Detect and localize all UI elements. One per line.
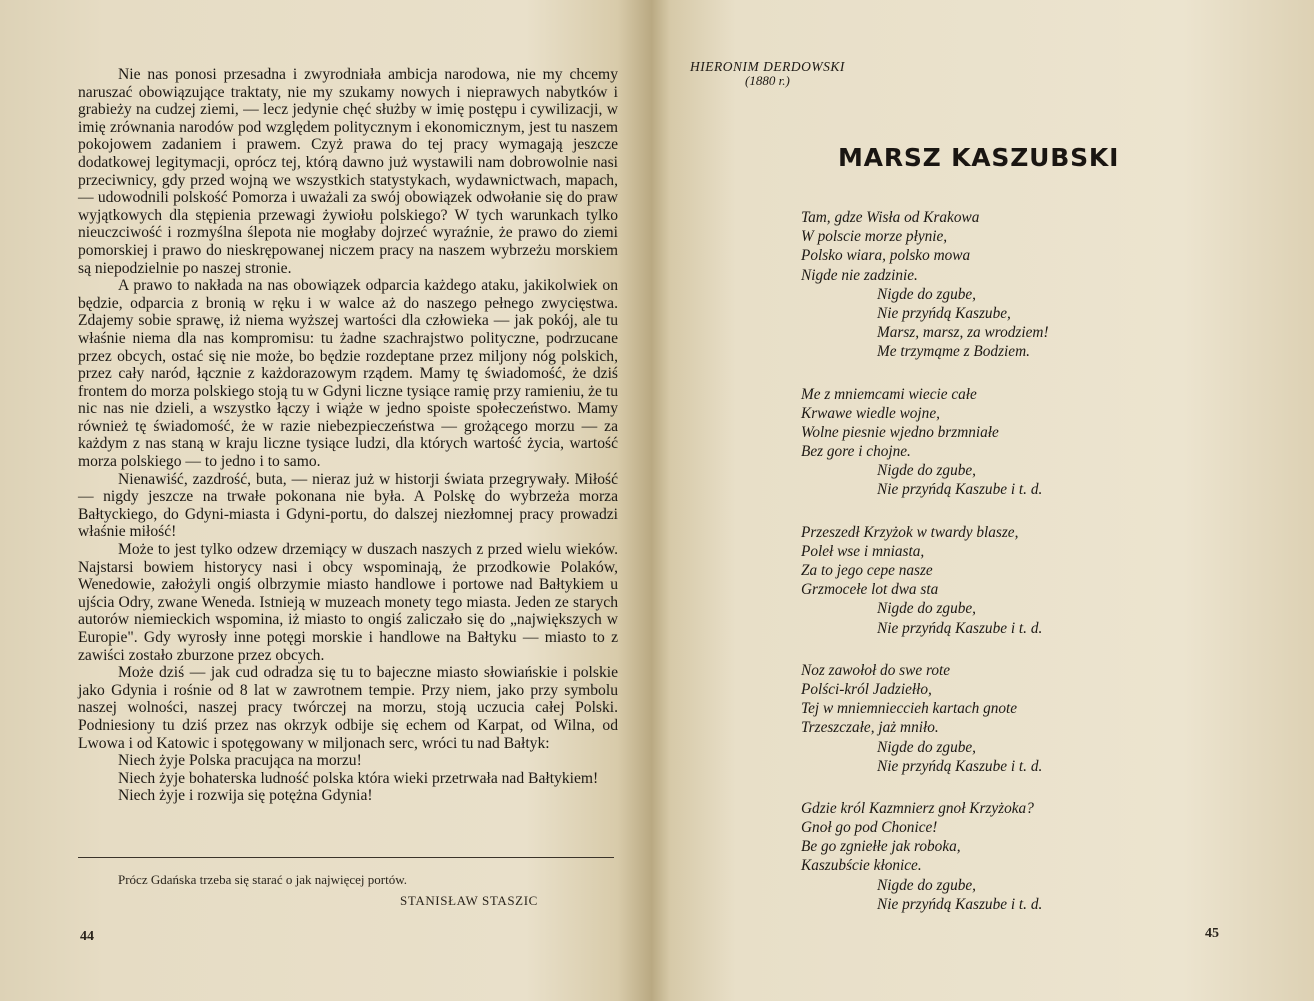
- stanza: [801, 523, 1281, 638]
- left-page: [0, 0, 650, 1001]
- poem-line: Za to jego cepe nasze: [801, 562, 933, 579]
- refrain-line: Nigde do zgube,: [877, 285, 976, 303]
- right-page: [650, 0, 1314, 1001]
- poem-line: W polscie morze płynie,: [801, 228, 948, 246]
- paragraph: Niech żyje i rozwija się potężna Gdynia!: [118, 787, 373, 805]
- poem-line: Grzmocełe lot dwa sta: [801, 581, 939, 599]
- refrain-line: Nie przyńdą Kaszube,: [877, 304, 1011, 322]
- paragraph: A prawo to nakłada na nas obowiązek odparcia każdego ataku, jakikolwiek on będzie, odparcia z bronią w ręku i w walce aż do naszego pełnego zwycięstwa. Zdajemy sobie sprawę, iż niema wyższej wartości dla człowieka — jak pokój, ale tu właśnie niema dla nas kompromisu: tu żadne szachrajstwo polityczne, podrzucane przez obcych, ostać się nie może, bo będzie rozdeptane przez miljony nóg polskich, przez cały naród, łącznie z każdorazowym rządem. Mamy tę świadomość, że dziś frontem do morza polskiego stoją tu w Gdyni liczne tysiące ramię przy ramieniu, że tu nic nas nie dzieli, a wszystko łączy i wiąże w jedno spoiste społeczeństwo. Mamy również tę świadomość, że w razie niebezpieczeństwa — grożącego morzu — za każdym z nas staną w kraju liczne tysiące ludzi, dla których wartość życia, wartość morza polskiego — to jedno i to samo.: [78, 277, 618, 471]
- refrain-line: Nigde do zgube,: [877, 876, 976, 894]
- paragraph: Niech żyje Polska pracująca na morzu!: [118, 752, 362, 770]
- poem-line: Wolne piesnie wjedno brzmniałe: [801, 423, 999, 441]
- refrain-line: Nie przyńdą Kaszube i t. d.: [877, 757, 1043, 775]
- poem-line: Poleł wse i mniasta,: [801, 542, 925, 560]
- poem-year: (1880 r.): [745, 73, 790, 88]
- poem-author: HIERONIM DERDOWSKI: [690, 59, 845, 74]
- paragraph: Nienawiść, zazdrość, buta, — nieraz już w historji świata przegrywały. Miłość — nigdy jeszcze na trwałe pokonana nie była. A Polskę do wybrzeża morza Bałtyckiego, do Gdyni-miasta i Gdyni-portu, do dalszej niezłomnej pracy prowadzi właśnie miłość!: [78, 470, 618, 541]
- refrain-line: Nigde do zgube,: [877, 738, 976, 756]
- prose-body: [78, 66, 618, 805]
- paragraph: Niech żyje bohaterska ludność polska która wieki przetrwała nad Bałtykiem!: [118, 769, 599, 787]
- poem-line: Nigde nie zadzinie.: [801, 266, 918, 284]
- refrain-line: Nigde do zgube,: [877, 600, 976, 618]
- refrain-line: Me trzymąme z Bodziem.: [877, 343, 1030, 361]
- poem-line: Trzeszczałe, jaż mniło.: [801, 719, 939, 737]
- footnote-divider: [78, 857, 614, 858]
- poem-line: Noz zawołoł do swe rote: [801, 661, 951, 679]
- poem-line: Gnoł go pod Chonice!: [801, 819, 938, 837]
- stanza: [801, 208, 1281, 362]
- refrain-line: Nigde do zgube,: [877, 462, 976, 480]
- paragraph: Nie nas ponosi przesadna i zwyrodniała ambicja narodowa, nie my chcemy naruszać obowiązujące traktaty, nie my szukamy nowych i nieprawych nabytków i grabieży na cudzej ziemi, — lecz jedynie chęć służby w imię postępu i cywilizacji, w imię zrównania narodów pod względem politycznym i ekonomicznym, jest tu naszem pokojowem zadaniem i prawem. Czyż prawa do tej pracy wymagają jeszcze dodatkowej legitymacji, oprócz tej, którą dawno już wystawili nam dobrowolnie nasi przeciwnicy, gdy przed wojną we wszystkich statystykach, wydawnictwach, mapach, — udowodnili polskość Pomorza i uważali za swój obowiązek odwołanie się do praw wyjątkowych dla stępienia przewagi żywiołu polskiego? W tych warunkach tylko nieuczciwość i rozmyślna ślepota nie mogłaby dojrzeć wyraźnie, że prawo do ziemi pomorskiej i prawo do nieskrępowanej niczem pracy na naszem wybrzeżu morskiem są niepodzielnie po naszej stronie.: [78, 66, 618, 277]
- page-number-left: 44: [80, 929, 94, 944]
- stanza: [801, 799, 1281, 914]
- poem-line: Polści-król Jadziełło,: [801, 680, 932, 698]
- poem-body: [801, 208, 1281, 937]
- footnote-quote: Prócz Gdańska trzeba się starać o jak najwięcej portów.: [118, 872, 408, 887]
- page-number-right: 45: [1205, 926, 1219, 941]
- footnote-author: STANISŁAW STASZIC: [400, 893, 538, 908]
- poem-title: MARSZ KASZUBSKI: [838, 143, 1120, 172]
- refrain-line: Marsz, marsz, za wrodziem!: [877, 324, 1049, 342]
- refrain-line: Nie przyńdą Kaszube i t. d.: [877, 895, 1043, 913]
- poem-line: Polsko wiara, polsko mowa: [801, 247, 971, 265]
- paragraph: Może to jest tylko odzew drzemiący w duszach naszych z przed wielu wieków. Najstarsi bowiem historycy nasi i obcy wspominają, że przodkowie Polaków, Wenedowie, założyli ongiś olbrzymie miasto handlowe i portowe nad Bałtykiem u ujścia Odry, zwane Weneda. Istnieją w muzeach monety tego miasta. Jeden ze starych autorów niemieckich wspomina, iż miasto to ongiś zaliczało się do „największych w Europie". Gdy wyrosły inne potęgi morskie i handlowe na Bałtyku — miasto to z zawiści zostało zburzone przez obcych.: [78, 541, 618, 664]
- poem-line: Me z mniemcami wiecie całe: [801, 385, 977, 403]
- stanza: [801, 385, 1281, 500]
- poem-line: Kaszubście kłonice.: [801, 857, 922, 875]
- poem-line: Gdzie król Kazmnierz gnoł Krzyżoka?: [801, 799, 1034, 817]
- paragraph: Może dziś — jak cud odradza się tu to bajeczne miasto słowiańskie i polskie jako Gdynia i rośnie od 8 lat w zawrotnem tempie. Przy niem, jako przy symbolu naszej wolności, naszej pracy twórczej na morzu, stoją uczucia całej Polski. Podniesiony tu dziś przez nas okrzyk odbije się echem od Karpat, od Wilna, od Lwowa i od Katowic i spotęgowany w miljonach serc, wróci tu nad Bałtyk:: [78, 664, 618, 752]
- refrain-line: Nie przyńdą Kaszube i t. d.: [877, 481, 1043, 499]
- poem-line: Przeszedł Krzyżok w twardy blasze,: [801, 523, 1019, 541]
- stanza: [801, 661, 1281, 776]
- poem-line: Krwawe wiedle wojne,: [801, 404, 940, 422]
- poem-line: Tej w mniemnieccieh kartach gnote: [801, 700, 1018, 718]
- poem-line: Tam, gdze Wisła od Krakowa: [801, 209, 980, 226]
- poem-line: Be go zgniełłe jak roboka,: [801, 838, 961, 856]
- refrain-line: Nie przyńdą Kaszube i t. d.: [877, 619, 1043, 637]
- poem-line: Bez gore i chojne.: [801, 443, 911, 461]
